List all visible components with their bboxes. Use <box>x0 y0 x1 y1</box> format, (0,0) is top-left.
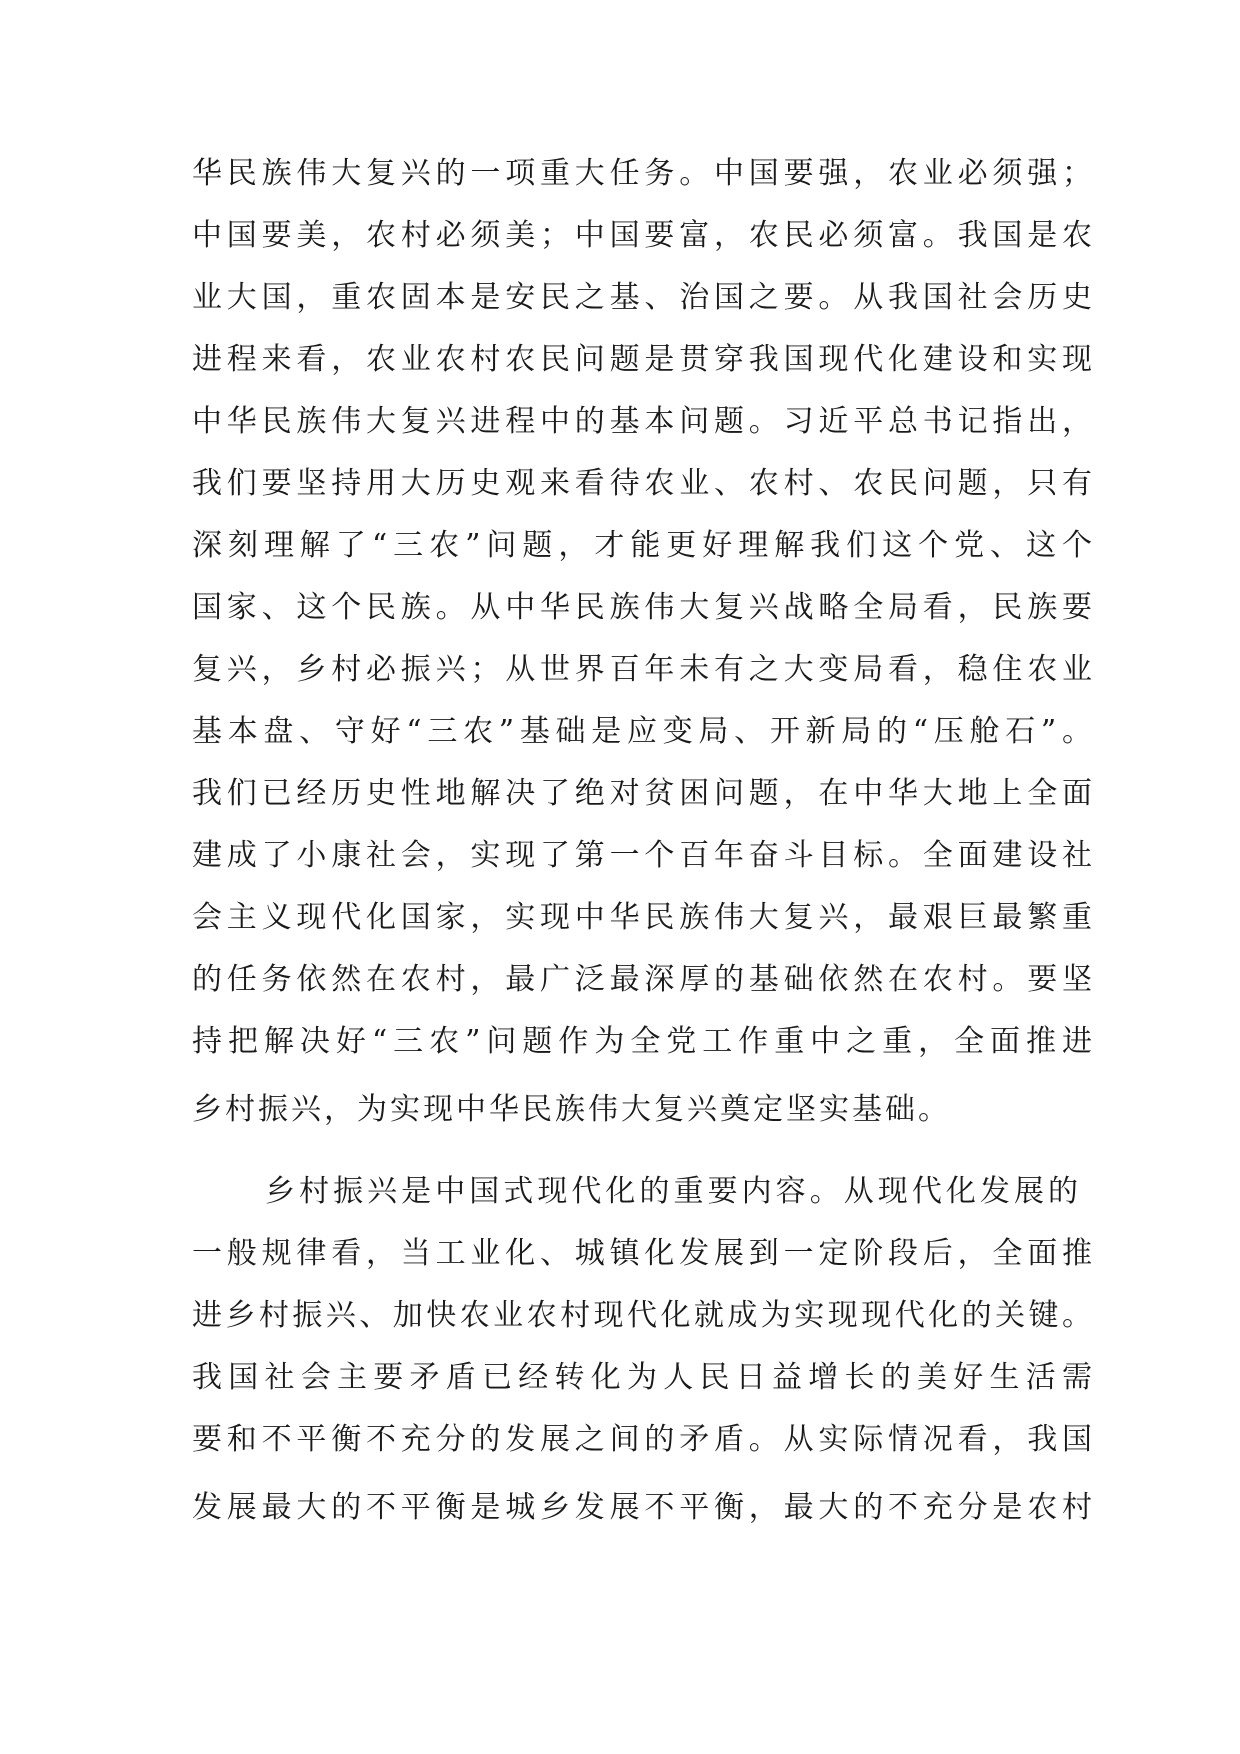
text-line: 乡村振兴是中国式现代化的重要内容。从现代化发展的 <box>265 1174 1078 1209</box>
text-line: 国家、这个民族。从中华民族伟大复兴战略全局看，民族要 <box>192 590 1092 625</box>
text-line: 乡村振兴，为实现中华民族伟大复兴奠定坚实基础。 <box>192 1092 951 1127</box>
text-line: 基本盘、守好“三农”基础是应变局、开新局的“压舱石”。 <box>192 714 1092 749</box>
text-line: 我国社会主要矛盾已经转化为人民日益增长的美好生活需 <box>192 1360 1092 1395</box>
text-line: 持把解决好“三农”问题作为全党工作重中之重，全面推进 <box>192 1024 1092 1059</box>
text-line: 深刻理解了“三农”问题，才能更好理解我们这个党、这个 <box>192 528 1092 563</box>
text-line: 进乡村振兴、加快农业农村现代化就成为实现现代化的关键。 <box>192 1298 1092 1333</box>
text-line: 中华民族伟大复兴进程中的基本问题。习近平总书记指出， <box>192 404 1092 439</box>
text-line: 进程来看，农业农村农民问题是贯穿我国现代化建设和实现 <box>192 342 1092 377</box>
text-line: 发展最大的不平衡是城乡发展不平衡，最大的不充分是农村 <box>192 1490 1092 1525</box>
text-line: 复兴，乡村必振兴；从世界百年未有之大变局看，稳住农业 <box>192 652 1092 687</box>
text-line: 华民族伟大复兴的一项重大任务。中国要强，农业必须强； <box>192 156 1092 191</box>
text-line: 中国要美，农村必须美；中国要富，农民必须富。我国是农 <box>192 218 1092 253</box>
text-line: 业大国，重农固本是安民之基、治国之要。从我国社会历史 <box>192 280 1092 315</box>
text-line: 我们要坚持用大历史观来看待农业、农村、农民问题，只有 <box>192 466 1092 501</box>
text-line: 的任务依然在农村，最广泛最深厚的基础依然在农村。要坚 <box>192 962 1092 997</box>
text-line: 一般规律看，当工业化、城镇化发展到一定阶段后，全面推 <box>192 1236 1092 1271</box>
text-line: 要和不平衡不充分的发展之间的矛盾。从实际情况看，我国 <box>192 1422 1092 1457</box>
text-line: 建成了小康社会，实现了第一个百年奋斗目标。全面建设社 <box>192 838 1092 873</box>
text-line: 我们已经历史性地解决了绝对贫困问题，在中华大地上全面 <box>192 776 1092 811</box>
text-line: 会主义现代化国家，实现中华民族伟大复兴，最艰巨最繁重 <box>192 900 1092 935</box>
